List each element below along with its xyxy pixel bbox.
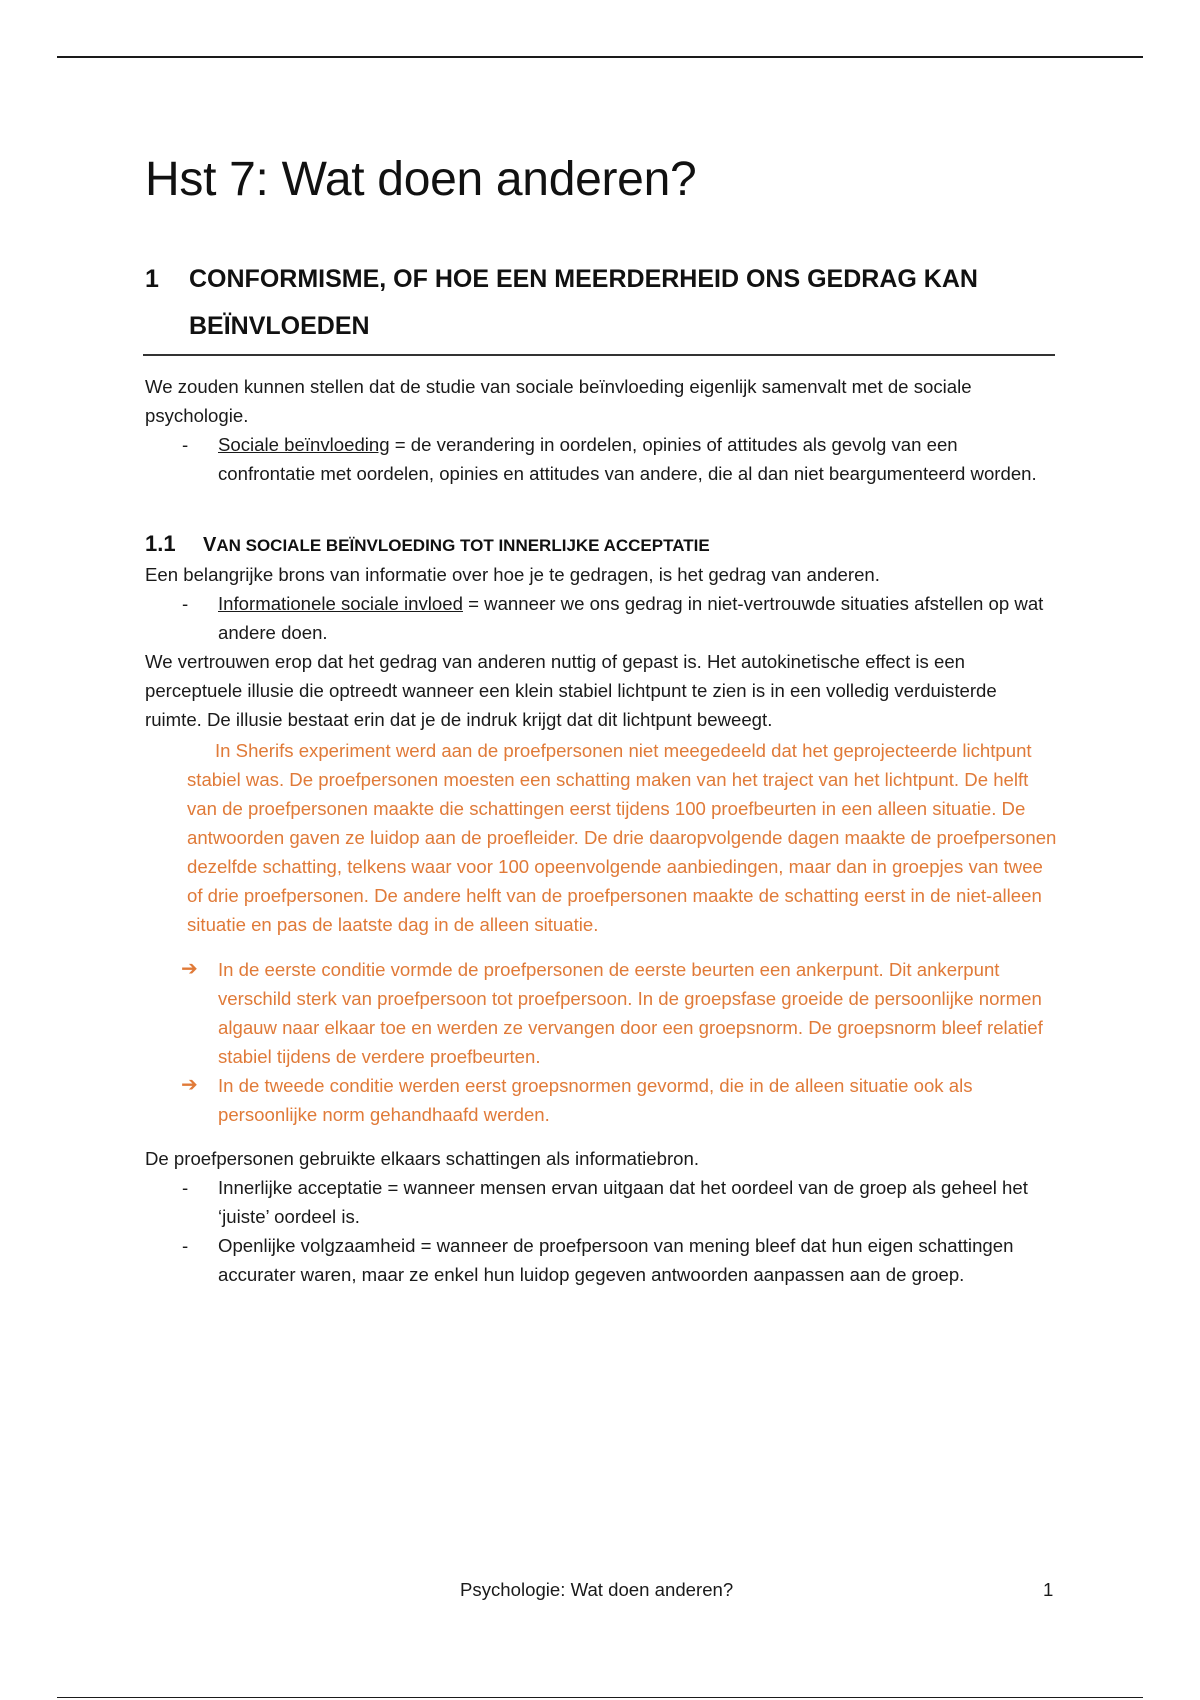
definition-term: Sociale beïnvloeding: [218, 433, 390, 455]
definition-term: Informationele sociale invloed: [218, 592, 463, 614]
heading-initial: V: [203, 533, 217, 556]
arrow-right-icon: ➔: [181, 1073, 198, 1096]
footer-title: Psychologie: Wat doen anderen?: [460, 1579, 734, 1600]
section-1-title: CONFORMISME, OF HOE EEN MEERDERHEID ONS GEDRAG KAN BEÏNVLOEDEN: [189, 265, 978, 340]
autokinetic-paragraph: We vertrouwen erop dat het gedrag van anderen nuttig of gepast is. Het autokinetische effect is een perceptuele illusie die optreedt wanneer een klein stabiel lichtpunt te zien is in een volledig verduisterde ruimte. De illusie bestaat erin dat je de indruk krijgt dat dit lichtpunt beweegt.: [145, 650, 997, 730]
section-1-number: 1: [145, 265, 159, 293]
section-1-1-heading: [145, 530, 1057, 560]
page-title: Hst 7: Wat doen anderen?: [145, 153, 697, 206]
page-number: 1: [1043, 1579, 1054, 1600]
document-page: [145, 150, 1057, 1289]
section-1-intro: We zouden kunnen stellen dat de studie van sociale beïnvloeding eigenlijk samenvalt met de sociale psychologie.: [145, 375, 972, 426]
list-item: [145, 589, 1057, 647]
top-rule: [57, 56, 1143, 58]
arrow-right-icon: ➔: [181, 957, 198, 980]
list-item: [145, 430, 1057, 488]
section-1-1-intro: Een belangrijke brons van informatie over hoe je te gedragen, is het gedrag van anderen.: [145, 563, 880, 585]
acceptance-definitions: [145, 1173, 1057, 1289]
experiment-text: In Sherifs experiment werd aan de proefpersonen niet meegedeeld dat het geprojecteerde lichtpunt stabiel was. De proefpersonen moesten een schatting maken van het traject van het lichtpunt. De helft van de proefpersonen maakte die schattingen eerst tijdens 100 proefbeurten in een alleen situatie. De antwoorden gaven ze luidop aan de proefleider. De drie daaropvolgende dagen maakte de proefpersonen dezelfde schatting, telkens waar voor 100 opeenvolgende aanbiedingen, maar dan in groepjes van twee of drie proefpersonen. De andere helft van de proefpersonen maakte de schatting eerst in de niet-alleen situatie en pas de laatste dag in de alleen situatie.: [187, 739, 1057, 935]
definition-text: = wanneer we ons gedrag in niet-vertrouwde situaties afstellen op wat andere doen.: [218, 592, 1044, 643]
section-1-definitions: [145, 430, 1057, 488]
list-item: [145, 955, 1057, 1071]
list-item: - Innerlijke acceptatie = wanneer mensen ervan uitgaan dat het oordeel van de groep als geheel het ‘juiste’ oordeel is.: [145, 1173, 1057, 1231]
definition-text: = de verandering in oordelen, opinies of attitudes als gevolg van een confrontatie met oordelen, opinies en attitudes van andere, die al dan niet beargumenteerd worden.: [218, 433, 1037, 484]
list-item: [145, 1071, 1057, 1129]
section-1-1-definitions: [145, 589, 1057, 647]
section-1-1-number: 1.1: [145, 530, 176, 556]
bottom-rule: [57, 1697, 1143, 1698]
result-text: In de eerste conditie vormde de proefpersonen de eerste beurten een ankerpunt. Dit ankerpunt verschild sterk van proefpersoon tot proefpersoon. In de groepsfase groeide de persoonlijke normen algauw naar elkaar toe en werden ze vervangen door een groepsnorm. De groepsnorm bleef relatief stabiel tijdens de verdere proefbeurten.: [218, 958, 1043, 1067]
experiment-results: [145, 955, 1057, 1129]
conclusion: De proefpersonen gebruikte elkaars schattingen als informatiebron.: [145, 1147, 699, 1169]
result-text: In de tweede conditie werden eerst groepsnormen gevormd, die in de alleen situatie ook als persoonlijke norm gehandhaafd werden.: [218, 1074, 973, 1125]
section-1-heading: [145, 256, 1057, 350]
list-item: - Openlijke volgzaamheid = wanneer de proefpersoon van mening bleef dat hun eigen schattingen accurater waren, maar ze enkel hun luidop gegeven antwoorden aanpassen aan de groep.: [145, 1231, 1057, 1289]
section-heading-rule: [143, 354, 1055, 356]
heading-rest: AN SOCIALE BEÏNVLOEDING TOT INNERLIJKE ACCEPTATIE: [216, 535, 710, 555]
experiment-description: [145, 736, 1057, 939]
